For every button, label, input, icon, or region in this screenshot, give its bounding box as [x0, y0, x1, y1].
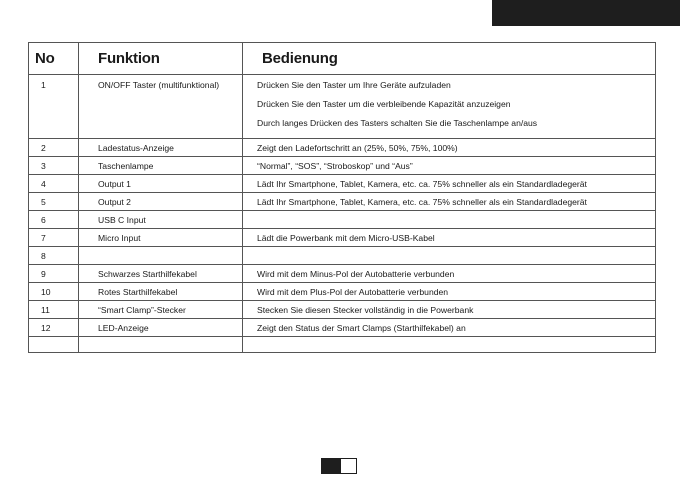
cell-funktion: USB C Input — [79, 211, 243, 229]
cell-bedienung: Wird mit dem Minus-Pol der Autobatterie verbunden — [243, 265, 656, 283]
table-row — [29, 193, 656, 211]
table-row-empty — [29, 337, 656, 353]
cell-funktion: Output 2 — [79, 193, 243, 211]
table-row — [29, 75, 656, 139]
cell-bedienung — [243, 75, 656, 139]
cell-funktion — [79, 247, 243, 265]
table-row — [29, 247, 656, 265]
function-table — [28, 42, 656, 353]
table-row — [29, 265, 656, 283]
cell-funktion: Micro Input — [79, 229, 243, 247]
cell-bedienung: Lädt Ihr Smartphone, Tablet, Kamera, etc. ca. 75% schneller als ein Standardladegerät — [243, 193, 656, 211]
cell-no: 5 — [29, 193, 79, 211]
cell-bedienung: Stecken Sie diesen Stecker vollständig in die Powerbank — [243, 301, 656, 319]
table-header-row — [29, 43, 656, 75]
top-header-bar — [492, 0, 680, 26]
bedienung-line: Drücken Sie den Taster um die verbleibende Kapazität anzuzeigen — [257, 99, 511, 109]
cell-no: 3 — [29, 157, 79, 175]
page-marker — [321, 458, 357, 474]
table-row — [29, 175, 656, 193]
cell-bedienung: “Normal”, “SOS”, “Stroboskop” und “Aus” — [243, 157, 656, 175]
cell-empty — [79, 337, 243, 353]
table-row — [29, 211, 656, 229]
table-row — [29, 283, 656, 301]
cell-no: 9 — [29, 265, 79, 283]
cell-bedienung: Zeigt den Status der Smart Clamps (Starthilfekabel) an — [243, 319, 656, 337]
cell-bedienung: Zeigt den Ladefortschritt an (25%, 50%, 75%, 100%) — [243, 139, 656, 157]
cell-no: 2 — [29, 139, 79, 157]
table-row — [29, 139, 656, 157]
cell-funktion: LED-Anzeige — [79, 319, 243, 337]
header-funktion: Funktion — [79, 43, 243, 75]
cell-no: 11 — [29, 301, 79, 319]
cell-funktion: Ladestatus-Anzeige — [79, 139, 243, 157]
cell-no: 8 — [29, 247, 79, 265]
cell-bedienung — [243, 211, 656, 229]
bedienung-line: Durch langes Drücken des Tasters schalten Sie die Taschenlampe an/aus — [257, 118, 538, 128]
cell-empty — [29, 337, 79, 353]
cell-no: 12 — [29, 319, 79, 337]
bedienung-line: Drücken Sie den Taster um Ihre Geräte aufzuladen — [257, 80, 451, 90]
header-bedienung: Bedienung — [243, 43, 656, 75]
table-row — [29, 229, 656, 247]
table-row — [29, 319, 656, 337]
cell-bedienung: Lädt die Powerbank mit dem Micro-USB-Kabel — [243, 229, 656, 247]
cell-funktion: Output 1 — [79, 175, 243, 193]
cell-bedienung: Lädt Ihr Smartphone, Tablet, Kamera, etc. ca. 75% schneller als ein Standardladegerät — [243, 175, 656, 193]
header-no: No — [29, 43, 79, 75]
table-row — [29, 301, 656, 319]
cell-funktion: ON/OFF Taster (multifunktional) — [79, 75, 243, 139]
cell-funktion: Taschenlampe — [79, 157, 243, 175]
cell-no: 4 — [29, 175, 79, 193]
cell-no: 7 — [29, 229, 79, 247]
cell-no: 10 — [29, 283, 79, 301]
cell-no: 6 — [29, 211, 79, 229]
cell-bedienung: Wird mit dem Plus-Pol der Autobatterie verbunden — [243, 283, 656, 301]
cell-bedienung — [243, 247, 656, 265]
cell-empty — [243, 337, 656, 353]
table-row — [29, 157, 656, 175]
cell-no: 1 — [29, 75, 79, 139]
cell-funktion: Schwarzes Starthilfekabel — [79, 265, 243, 283]
cell-funktion: “Smart Clamp”-Stecker — [79, 301, 243, 319]
cell-funktion: Rotes Starthilfekabel — [79, 283, 243, 301]
page-marker-fill — [322, 459, 341, 473]
